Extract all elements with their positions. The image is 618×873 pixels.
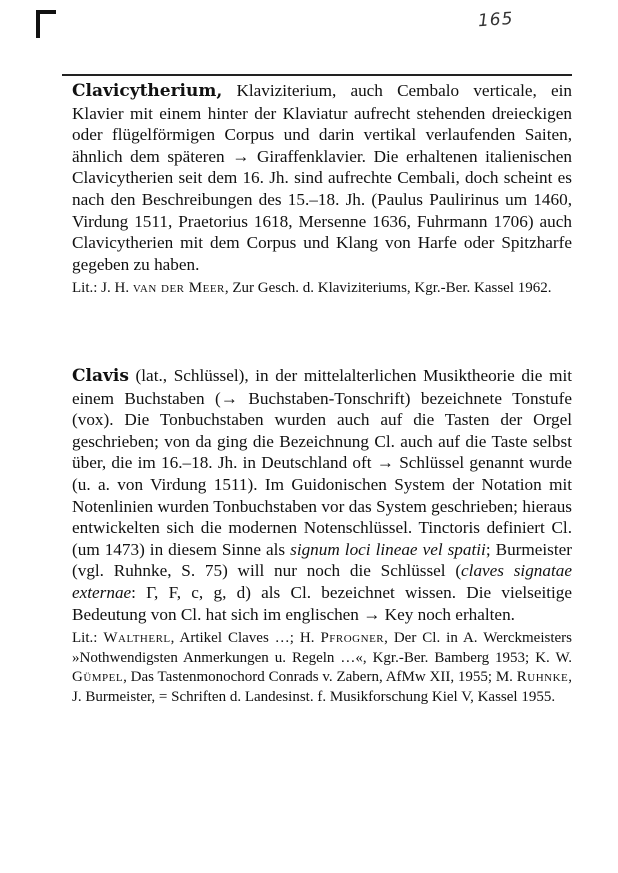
- literature-reference: [72, 629, 572, 707]
- headword: Clavicytherium,: [72, 81, 223, 101]
- article-text: ; Burmeister (vgl. Ruhnke, S. 75) will nur noch die Schlüssel (: [72, 539, 572, 581]
- scan-corner-mark: [36, 10, 40, 38]
- headword: Clavis: [72, 366, 129, 386]
- handwritten-page-number: 165: [477, 8, 515, 32]
- lit-text: , Artikel Claves …; H.: [170, 630, 321, 647]
- article-clavis: [72, 365, 572, 707]
- literature-reference: [72, 279, 572, 299]
- article-body: [72, 80, 572, 275]
- article-text: Klaviziterium, auch Cembalo verticale, ein Klavier mit einem hinter der Klaviatur aufrecht stehenden dreieckigen oder flügelförmigen Corpus und darin vertikal verlaufenden Saiten, ähnlich dem späteren → Giraffenklavier. Die erhaltenen italienischen Clavicytherien seit dem 16. Jh. sind aufrechte Cembali, doch scheint es nach den Beschreibungen des 15.–18. Jh. (Paulus Paulirinus um 1460, Virdung 1511, Praetorius 1618, Mersenne 1636, Fuhrmann 1706) auch Clavicytherien mit dem Corpus und Klang von Harfe oder Spitzharfe gegeben zu haben.: [72, 81, 572, 274]
- article-body: [72, 365, 572, 625]
- latin-term: claves signatae externae: [72, 561, 572, 602]
- lit-title: , Zur Gesch. d. Klaviziteriums, Kgr.-Ber. Kassel 1962.: [224, 280, 552, 297]
- lit-author: Gümpel: [72, 669, 124, 686]
- lit-prefix: Lit.: J. H.: [72, 280, 133, 297]
- lit-text: , J. Burmeister, = Schriften d. Landesinst. f. Musikforschung Kiel V, Kassel 1955.: [72, 669, 572, 705]
- article-text: (lat., Schlüssel), in der mittelalterlichen Musiktheorie die mit einem Buchstaben (→ Buchstaben-Tonschrift) bezeichnete Tonstufe (vox). Die Tonbuchstaben wurden auch auf die Tasten der Orgel geschrieben; von da ging die Bezeichnung Cl. auch auf die Taste selbst über, die im 16.–18. Jh. in Deutschland oft → Schlüssel genannt wurde (u. a. von Virdung 1511). Im Guidonischen System der Notation mit Notenlinien wurden Tonbuchstaben vor das System geschrieben; hieraus entwickelten sich die modernen Notenschlüssel. Tinctoris definiert Cl. (um 1473) in diesem Sinne als: [72, 366, 572, 559]
- article-text: : Γ, F, c, g, d) als Cl. bezeichnet wissen. Die vielseitige Bedeutung von Cl. hat sich im englischen → Key noch erhalten.: [72, 582, 572, 624]
- lit-text: , Das Tastenmonochord Conrads v. Zabern, AfMw XII, 1955; M.: [123, 669, 517, 686]
- lit-author: Pfrogner: [320, 630, 385, 647]
- article-clavicytherium: [72, 80, 572, 299]
- lit-text: , Der Cl. in A. Werckmeisters »Nothwendigsten Anmerkungen u. Regeln …«, Kgr.-Ber. Bamberg 1953; K. W.: [72, 630, 572, 666]
- latin-term: signum loci lineae vel spatii: [290, 539, 486, 559]
- lit-author: van der Meer: [132, 280, 225, 297]
- top-rule: [62, 74, 572, 76]
- lit-author: Ruhnke: [516, 669, 569, 686]
- lit-text: Lit.:: [72, 630, 104, 647]
- lit-author: Waltherl: [103, 630, 171, 647]
